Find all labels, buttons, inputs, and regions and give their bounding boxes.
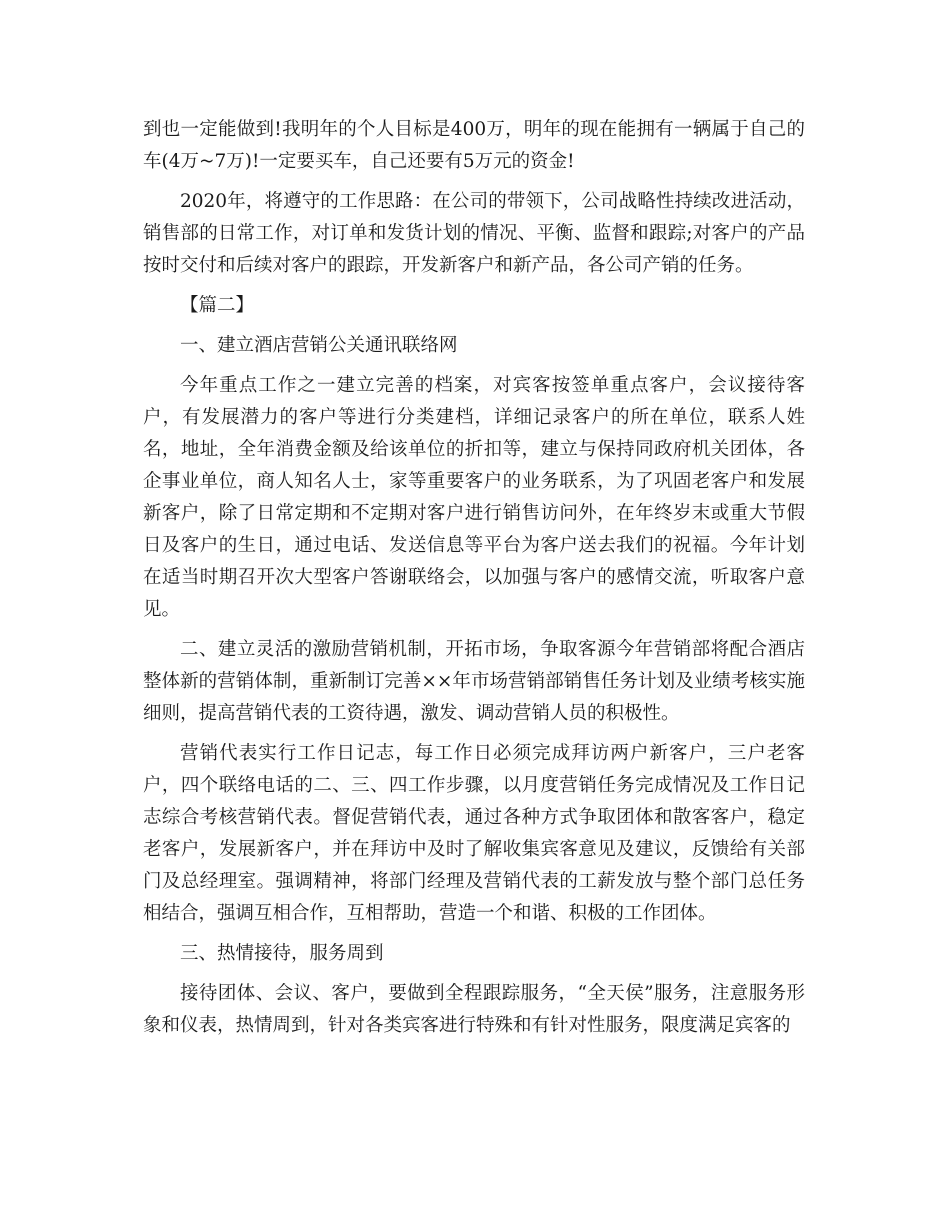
paragraph-reception-service: 接待团体、会议、客户，要做到全程跟踪服务，“全天侯”服务，注意服务形象和仪表，热情周到，针对各类宾客进行特殊和有针对性服务，限度满足宾客的 — [143, 983, 805, 1036]
paragraph-continuation: 到也一定能做到!我明年的个人目标是400万，明年的现在能拥有一辆属于自己的车(4万~7万)!一定要买车，自己还要有5万元的资金! — [143, 119, 805, 172]
paragraph-customer-archive: 今年重点工作之一建立完善的档案，对宾客按签单重点客户，会议接待客户，有发展潜力的客户等进行分类建档，详细记录客户的所在单位，联系人姓名，地址，全年消费金额及给该单位的折扣等，建立与保持同政府机关团体，各企事业单位，商人知名人士，家等重要客户的业务联系，为了巩固老客户和发展新客户，除了日常定期和不定期对客户进行销售访问外，在年终岁末或重大节假日及客户的生日，通过电话、发送信息等平台为客户送去我们的祝福。今年计划在适当时期召开次大型客户答谢联络会，以加强与客户的感情交流，听取客户意见。 — [143, 375, 805, 620]
heading-three: 三、热情接待，服务周到 — [180, 943, 384, 964]
section-title-part-two: 【篇二】 — [180, 295, 255, 316]
paragraph-incentive-mechanism: 二、建立灵活的激励营销机制，开拓市场，争取客源今年营销部将配合酒店整体新的营销体制，重新制订完善××年市场营销部销售任务计划及业绩考核实施细则，提高营销代表的工资待遇，激发、调动营销人员的积极性。 — [143, 639, 805, 724]
paragraph-work-plan-2020: 2020年，将遵守的工作思路：在公司的带领下，公司战略性持续改进活动，销售部的日常工作，对订单和发货计划的情况、平衡、监督和跟踪;对客户的产品按时交付和后续对客户的跟踪，开发新客户和新产品，各公司产销的任务。 — [143, 191, 805, 276]
paragraph-sales-rep-log: 营销代表实行工作日记志，每工作日必须完成拜访两户新客户，三户老客户，四个联络电话的二、三、四工作步骤，以月度营销任务完成情况及工作日记志综合考核营销代表。督促营销代表，通过各种方式争取团体和散客客户，稳定老客户，发展新客户，并在拜访中及时了解收集宾客意见及建议，反馈给有关部门及总经理室。强调精神，将部门经理及营销代表的工薪发放与整个部门总任务相结合，强调互相合作，互相帮助，营造一个和谐、积极的工作团体。 — [143, 743, 805, 924]
heading-one: 一、建立酒店营销公关通讯联络网 — [180, 335, 458, 356]
document-body — [143, 114, 805, 1050]
